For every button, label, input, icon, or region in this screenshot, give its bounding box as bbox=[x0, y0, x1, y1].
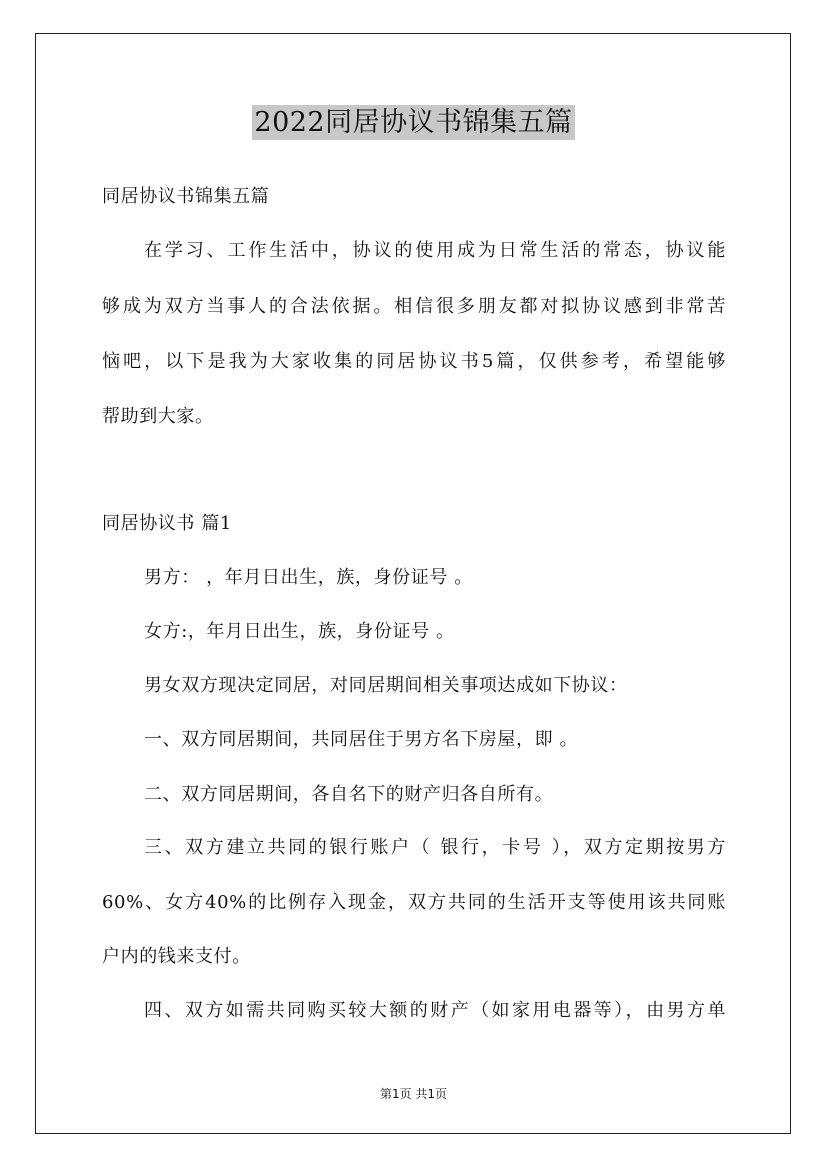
document-title-block bbox=[0, 100, 827, 139]
clause-2: 二、双方同居期间，各自名下的财产归各自所有。 bbox=[144, 784, 554, 805]
clause-3-line-3: 户内的钱来支付。 bbox=[102, 946, 251, 967]
document-subtitle: 同居协议书锦集五篇 bbox=[102, 186, 270, 207]
clause-4-line-1: 四、双方如需共同购买较大额的财产（如家用电器等），由男方单 bbox=[144, 1000, 726, 1021]
intro-line-3: 恼吧，以下是我为大家收集的同居协议书5篇，仅供参考，希望能够 bbox=[102, 351, 726, 372]
clause-1: 一、双方同居期间，共同居住于男方名下房屋，即 。 bbox=[144, 729, 579, 750]
intro-line-2: 够成为双方当事人的合法依据。相信很多朋友都对拟协议感到非常苦 bbox=[102, 296, 726, 317]
agreement-intro: 男女双方现决定同居，对同居期间相关事项达成如下协议： bbox=[144, 675, 628, 696]
clause-3-line-2: 60%、女方40%的比例存入现金，双方共同的生活开支等使用该共同账 bbox=[102, 892, 726, 913]
clause-3-line-1: 三、双方建立共同的银行账户（ 银行，卡号 ），双方定期按男方 bbox=[144, 837, 726, 858]
intro-line-1: 在学习、工作生活中，协议的使用成为日常生活的常态，协议能 bbox=[144, 240, 726, 261]
section-heading: 同居协议书 篇1 bbox=[102, 513, 232, 534]
page-footer: 第1页 共1页 bbox=[379, 1087, 448, 1101]
document-title: 2022同居协议书锦集五篇 bbox=[254, 107, 573, 138]
female-party-line: 女方:，年月日出生，族，身份证号 。 bbox=[144, 621, 455, 642]
intro-line-4: 帮助到大家。 bbox=[102, 406, 214, 427]
male-party-line: 男方： ，年月日出生，族，身份证号 。 bbox=[144, 567, 473, 588]
